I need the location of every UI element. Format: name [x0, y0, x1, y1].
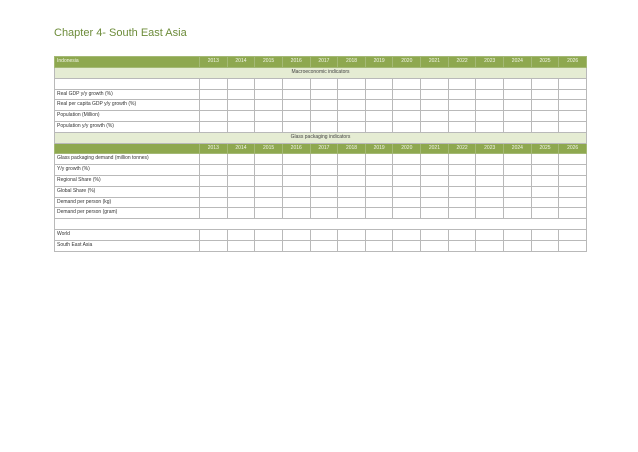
value-cell — [393, 230, 421, 241]
value-cell — [227, 165, 255, 176]
value-cell — [559, 154, 587, 165]
year-header-cell: 2016 — [282, 57, 310, 68]
value-cell — [282, 121, 310, 132]
row-label-cell — [55, 78, 200, 89]
row-label-cell: Y/y growth (%) — [55, 165, 200, 176]
value-cell — [421, 197, 449, 208]
value-cell — [421, 89, 449, 100]
year-header-cell: 2022 — [448, 143, 476, 154]
value-cell — [227, 208, 255, 219]
value-cell — [282, 240, 310, 251]
value-cell — [227, 121, 255, 132]
value-cell — [365, 154, 393, 165]
value-cell — [200, 121, 228, 132]
value-cell — [504, 154, 532, 165]
value-cell — [476, 165, 504, 176]
table-row — [55, 197, 587, 208]
value-cell — [227, 175, 255, 186]
indicator-table-body — [55, 57, 587, 252]
row-label-cell: Real per capita GDP y/y growth (%) — [55, 100, 200, 111]
value-cell — [227, 186, 255, 197]
value-cell — [282, 111, 310, 122]
value-cell — [227, 89, 255, 100]
value-cell — [200, 175, 228, 186]
value-cell — [448, 111, 476, 122]
value-cell — [448, 208, 476, 219]
value-cell — [365, 175, 393, 186]
value-cell — [504, 186, 532, 197]
value-cell — [531, 100, 559, 111]
value-cell — [255, 78, 283, 89]
value-cell — [393, 186, 421, 197]
row-label-cell: Population (Million) — [55, 111, 200, 122]
row-label-cell: South East Asia — [55, 240, 200, 251]
value-cell — [338, 89, 366, 100]
header-label-cell — [55, 143, 200, 154]
value-cell — [338, 154, 366, 165]
value-cell — [559, 197, 587, 208]
year-header-cell: 2015 — [255, 143, 283, 154]
value-cell — [559, 121, 587, 132]
value-cell — [504, 240, 532, 251]
value-cell — [531, 186, 559, 197]
value-cell — [200, 208, 228, 219]
blank-cell — [55, 219, 587, 230]
value-cell — [200, 154, 228, 165]
value-cell — [393, 240, 421, 251]
value-cell — [365, 78, 393, 89]
value-cell — [476, 175, 504, 186]
value-cell — [504, 230, 532, 241]
year-header-cell: 2024 — [504, 143, 532, 154]
value-cell — [255, 197, 283, 208]
value-cell — [559, 175, 587, 186]
value-cell — [531, 154, 559, 165]
section-title-cell: Glass packaging indicators — [55, 132, 587, 143]
value-cell — [504, 175, 532, 186]
year-header-cell: 2018 — [338, 143, 366, 154]
table-row-blank — [55, 78, 587, 89]
value-cell — [255, 240, 283, 251]
value-cell — [531, 121, 559, 132]
value-cell — [282, 186, 310, 197]
value-cell — [310, 197, 338, 208]
value-cell — [448, 175, 476, 186]
table-row — [55, 208, 587, 219]
value-cell — [476, 100, 504, 111]
year-header-cell: 2013 — [200, 57, 228, 68]
table-row — [55, 111, 587, 122]
value-cell — [200, 230, 228, 241]
value-cell — [476, 230, 504, 241]
value-cell — [255, 165, 283, 176]
chapter-title: Chapter 4- South East Asia — [54, 27, 187, 39]
value-cell — [559, 100, 587, 111]
value-cell — [255, 100, 283, 111]
value-cell — [365, 89, 393, 100]
value-cell — [421, 78, 449, 89]
year-header-cell: 2026 — [559, 57, 587, 68]
value-cell — [504, 165, 532, 176]
value-cell — [255, 121, 283, 132]
value-cell — [448, 197, 476, 208]
value-cell — [227, 111, 255, 122]
value-cell — [338, 230, 366, 241]
value-cell — [255, 208, 283, 219]
value-cell — [559, 165, 587, 176]
year-header-cell: 2019 — [365, 143, 393, 154]
value-cell — [310, 100, 338, 111]
value-cell — [393, 165, 421, 176]
section-title-cell: Macroeconomic indicators — [55, 67, 587, 78]
value-cell — [531, 111, 559, 122]
value-cell — [504, 111, 532, 122]
value-cell — [227, 240, 255, 251]
value-cell — [365, 186, 393, 197]
value-cell — [448, 240, 476, 251]
value-cell — [255, 230, 283, 241]
value-cell — [227, 154, 255, 165]
value-cell — [421, 175, 449, 186]
value-cell — [310, 154, 338, 165]
year-header-row — [55, 143, 587, 154]
row-label-cell: World — [55, 230, 200, 241]
value-cell — [448, 78, 476, 89]
value-cell — [338, 175, 366, 186]
value-cell — [476, 240, 504, 251]
value-cell — [559, 78, 587, 89]
value-cell — [200, 165, 228, 176]
value-cell — [310, 240, 338, 251]
year-header-cell: 2023 — [476, 143, 504, 154]
value-cell — [476, 197, 504, 208]
table-row-separator — [55, 219, 587, 230]
value-cell — [421, 208, 449, 219]
section-row-glass-packaging — [55, 132, 587, 143]
value-cell — [365, 165, 393, 176]
value-cell — [282, 175, 310, 186]
value-cell — [448, 89, 476, 100]
value-cell — [476, 208, 504, 219]
value-cell — [476, 89, 504, 100]
value-cell — [393, 100, 421, 111]
value-cell — [504, 78, 532, 89]
value-cell — [531, 89, 559, 100]
row-label-cell: Real GDP y/y growth (%) — [55, 89, 200, 100]
row-label-cell: Global Share (%) — [55, 186, 200, 197]
row-label-cell: Demand per person (gram) — [55, 208, 200, 219]
value-cell — [365, 100, 393, 111]
value-cell — [476, 121, 504, 132]
value-cell — [310, 121, 338, 132]
value-cell — [476, 111, 504, 122]
year-header-cell: 2013 — [200, 143, 228, 154]
table-row — [55, 165, 587, 176]
year-header-cell: 2025 — [531, 143, 559, 154]
value-cell — [504, 197, 532, 208]
section-row-macroeconomic — [55, 67, 587, 78]
value-cell — [393, 154, 421, 165]
value-cell — [421, 121, 449, 132]
table-row — [55, 89, 587, 100]
value-cell — [338, 208, 366, 219]
value-cell — [310, 165, 338, 176]
row-label-cell: Demand per person (kg) — [55, 197, 200, 208]
value-cell — [227, 230, 255, 241]
value-cell — [365, 111, 393, 122]
value-cell — [282, 165, 310, 176]
value-cell — [200, 197, 228, 208]
value-cell — [531, 230, 559, 241]
value-cell — [504, 89, 532, 100]
value-cell — [310, 208, 338, 219]
value-cell — [338, 197, 366, 208]
value-cell — [421, 154, 449, 165]
header-label-cell: Indonesia — [55, 57, 200, 68]
year-header-cell: 2022 — [448, 57, 476, 68]
year-header-cell: 2015 — [255, 57, 283, 68]
value-cell — [282, 154, 310, 165]
value-cell — [476, 78, 504, 89]
year-header-cell: 2018 — [338, 57, 366, 68]
value-cell — [393, 197, 421, 208]
value-cell — [559, 208, 587, 219]
value-cell — [365, 121, 393, 132]
value-cell — [200, 89, 228, 100]
value-cell — [448, 100, 476, 111]
value-cell — [310, 186, 338, 197]
value-cell — [338, 165, 366, 176]
value-cell — [476, 186, 504, 197]
value-cell — [365, 197, 393, 208]
value-cell — [282, 78, 310, 89]
value-cell — [365, 230, 393, 241]
value-cell — [365, 240, 393, 251]
value-cell — [421, 111, 449, 122]
value-cell — [338, 240, 366, 251]
row-label-cell: Regional Share (%) — [55, 175, 200, 186]
value-cell — [504, 100, 532, 111]
table-row — [55, 154, 587, 165]
value-cell — [255, 186, 283, 197]
value-cell — [310, 175, 338, 186]
value-cell — [227, 100, 255, 111]
value-cell — [255, 111, 283, 122]
value-cell — [282, 208, 310, 219]
value-cell — [531, 78, 559, 89]
value-cell — [559, 230, 587, 241]
table-row — [55, 230, 587, 241]
value-cell — [531, 208, 559, 219]
value-cell — [310, 230, 338, 241]
value-cell — [421, 165, 449, 176]
value-cell — [338, 100, 366, 111]
value-cell — [559, 240, 587, 251]
value-cell — [559, 111, 587, 122]
table-row — [55, 186, 587, 197]
value-cell — [476, 154, 504, 165]
year-header-cell: 2017 — [310, 57, 338, 68]
value-cell — [255, 175, 283, 186]
value-cell — [282, 230, 310, 241]
indicator-table — [54, 56, 587, 252]
value-cell — [255, 154, 283, 165]
year-header-cell: 2020 — [393, 143, 421, 154]
value-cell — [504, 208, 532, 219]
table-row — [55, 121, 587, 132]
value-cell — [393, 78, 421, 89]
value-cell — [559, 186, 587, 197]
value-cell — [421, 186, 449, 197]
value-cell — [531, 240, 559, 251]
value-cell — [421, 230, 449, 241]
value-cell — [200, 186, 228, 197]
value-cell — [531, 165, 559, 176]
row-label-cell: Population y/y growth (%) — [55, 121, 200, 132]
value-cell — [282, 89, 310, 100]
table-row — [55, 175, 587, 186]
value-cell — [504, 121, 532, 132]
year-header-cell: 2014 — [227, 57, 255, 68]
year-header-cell: 2021 — [421, 143, 449, 154]
table-row — [55, 100, 587, 111]
year-header-cell: 2025 — [531, 57, 559, 68]
value-cell — [200, 240, 228, 251]
value-cell — [200, 78, 228, 89]
value-cell — [338, 186, 366, 197]
year-header-cell: 2019 — [365, 57, 393, 68]
value-cell — [310, 78, 338, 89]
value-cell — [531, 175, 559, 186]
value-cell — [421, 100, 449, 111]
value-cell — [393, 208, 421, 219]
row-label-cell: Glass packaging demand (million tonnes) — [55, 154, 200, 165]
value-cell — [338, 111, 366, 122]
value-cell — [393, 89, 421, 100]
value-cell — [559, 89, 587, 100]
value-cell — [200, 111, 228, 122]
value-cell — [393, 175, 421, 186]
year-header-cell: 2021 — [421, 57, 449, 68]
value-cell — [200, 100, 228, 111]
value-cell — [448, 186, 476, 197]
value-cell — [531, 197, 559, 208]
year-header-cell: 2023 — [476, 57, 504, 68]
year-header-cell: 2026 — [559, 143, 587, 154]
value-cell — [227, 78, 255, 89]
value-cell — [282, 100, 310, 111]
value-cell — [310, 111, 338, 122]
table-row — [55, 240, 587, 251]
year-header-cell: 2017 — [310, 143, 338, 154]
value-cell — [338, 121, 366, 132]
value-cell — [448, 121, 476, 132]
value-cell — [255, 89, 283, 100]
year-header-cell: 2016 — [282, 143, 310, 154]
value-cell — [448, 154, 476, 165]
year-header-cell: 2024 — [504, 57, 532, 68]
year-header-cell: 2020 — [393, 57, 421, 68]
value-cell — [227, 197, 255, 208]
value-cell — [365, 208, 393, 219]
year-header-row — [55, 57, 587, 68]
value-cell — [282, 197, 310, 208]
value-cell — [393, 111, 421, 122]
value-cell — [310, 89, 338, 100]
value-cell — [338, 78, 366, 89]
value-cell — [448, 165, 476, 176]
value-cell — [393, 121, 421, 132]
value-cell — [421, 240, 449, 251]
value-cell — [448, 230, 476, 241]
year-header-cell: 2014 — [227, 143, 255, 154]
